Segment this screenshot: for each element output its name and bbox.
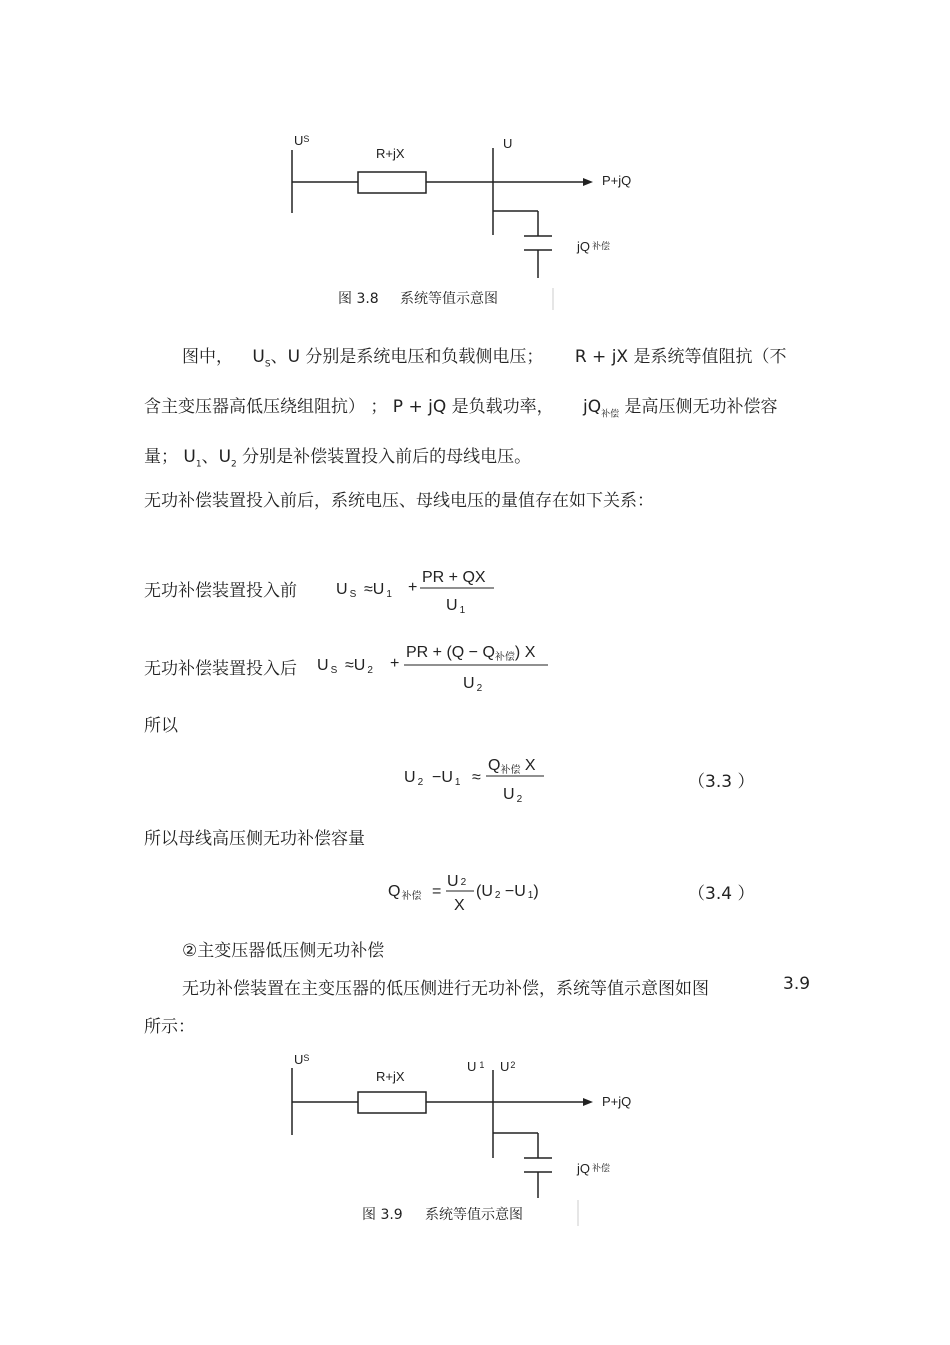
label-us: $U^S$ — [294, 133, 310, 148]
impedance-resistor — [358, 172, 426, 193]
label-rjx: R+jX — [376, 1069, 405, 1084]
subscript: 2 — [231, 459, 237, 470]
eq-after-label: 无功补偿装置投入后 — [144, 659, 297, 679]
subscript: 1 — [195, 459, 202, 470]
paragraph-line-3 — [144, 442, 531, 469]
figure-3-9-diagram — [0, 1040, 950, 1240]
svg-text:+: + — [390, 655, 400, 672]
eq-before-label: 无功补偿装置投入前 — [144, 581, 297, 601]
svg-text:PR + (Q − Q补偿) X: PR + (Q − Q补偿) X — [406, 644, 536, 663]
label-pjq: P+jQ — [602, 173, 632, 188]
text-segment: $jQ_{补偿}$ — [583, 397, 620, 420]
equation-3-4 — [384, 866, 564, 920]
therefore-2: 所以母线高压侧无功补偿容量 — [144, 829, 365, 849]
text-segment: 是高压侧无功补偿容 — [619, 397, 778, 417]
paragraph-3-line-1: 无功补偿装置在主变压器的低压侧进行无功补偿，系统等值示意图如图 — [182, 979, 709, 999]
equation-after — [312, 636, 557, 696]
text-segment: 、U — [201, 447, 232, 467]
svg-text:≈U1: ≈U 1 — [364, 581, 392, 600]
svg-text:≈U2: ≈U 2 — [345, 657, 373, 676]
svg-text:≈: ≈ — [472, 769, 481, 786]
svg-text:Q补偿 X: Q补偿 X — [488, 757, 536, 776]
figure-caption-number: 图 3.9 — [362, 1207, 403, 1223]
paragraph-2: 无功补偿装置投入前后，系统电压、母线电压的量值存在如下关系： — [144, 491, 654, 511]
label-u2: $U^2$ — [500, 1059, 516, 1074]
label-us: $U^S$ — [294, 1052, 310, 1067]
svg-text:US: U S — [317, 657, 338, 676]
load-arrow-icon — [583, 178, 593, 186]
figure-3-8-diagram — [0, 0, 950, 320]
svg-text:X: X — [454, 897, 465, 914]
label-u: U — [503, 136, 513, 151]
paragraph-3-line-2: 所示： — [144, 1017, 195, 1037]
paragraph-line-1 — [182, 342, 786, 369]
text-segment: 、U 分别是系统电压和负载侧电压； — [270, 347, 544, 367]
svg-text:=: = — [432, 883, 442, 900]
svg-text:U1: U 1 — [446, 597, 466, 616]
impedance-resistor — [358, 1092, 426, 1113]
svg-text:(U2 −U1): (U 2 −U 1) — [476, 883, 539, 901]
label-rjx: R+jX — [376, 146, 405, 161]
svg-text:−U1: −U 1 — [432, 769, 461, 788]
svg-text:PR + QX: PR + QX — [422, 569, 486, 586]
equation-3-3 — [400, 748, 560, 808]
text-segment: R + jX 是系统等值阻抗（不 — [574, 347, 787, 367]
section-heading: ②主变压器低压侧无功补偿 — [182, 941, 385, 961]
svg-text:U2: U 2 — [404, 769, 424, 788]
figure-caption-text: 系统等值示意图 — [400, 291, 498, 307]
figure-caption-text: 系统等值示意图 — [425, 1207, 523, 1223]
equation-number-3-4: （3.4 ） — [688, 884, 755, 904]
svg-text:Q补偿: Q补偿 — [388, 883, 422, 902]
svg-text:US: U S — [336, 581, 357, 600]
figure-caption-number: 图 3.8 — [338, 291, 379, 307]
text-segment: 量； U — [144, 447, 196, 467]
therefore-1: 所以 — [144, 716, 178, 736]
text-segment: $U_S$ — [252, 347, 271, 370]
equation-number-3-3: （3.3 ） — [688, 772, 755, 792]
figure-reference: 3.9 — [783, 974, 811, 994]
svg-text:U2: U 2 — [463, 675, 483, 694]
equation-before — [330, 560, 510, 616]
text-segment: 分别是补偿装置投入前后的母线电压。 — [236, 447, 532, 467]
load-arrow-icon — [583, 1098, 593, 1106]
label-jq: jQ 补偿 — [577, 239, 611, 254]
label-u1: U $^1$ — [467, 1059, 485, 1074]
paragraph-line-2 — [144, 392, 778, 419]
svg-text:U2: U 2 — [503, 786, 523, 805]
text-segment: 含主变压器高低压绕组阻抗） ； P + jQ 是负载功率， — [144, 397, 554, 417]
text-segment: 图中， — [182, 347, 233, 367]
svg-text:+: + — [408, 579, 418, 596]
label-jq: jQ 补偿 — [577, 1161, 611, 1176]
svg-text:U2: U 2 — [447, 873, 467, 890]
label-pjq: P+jQ — [602, 1094, 632, 1109]
